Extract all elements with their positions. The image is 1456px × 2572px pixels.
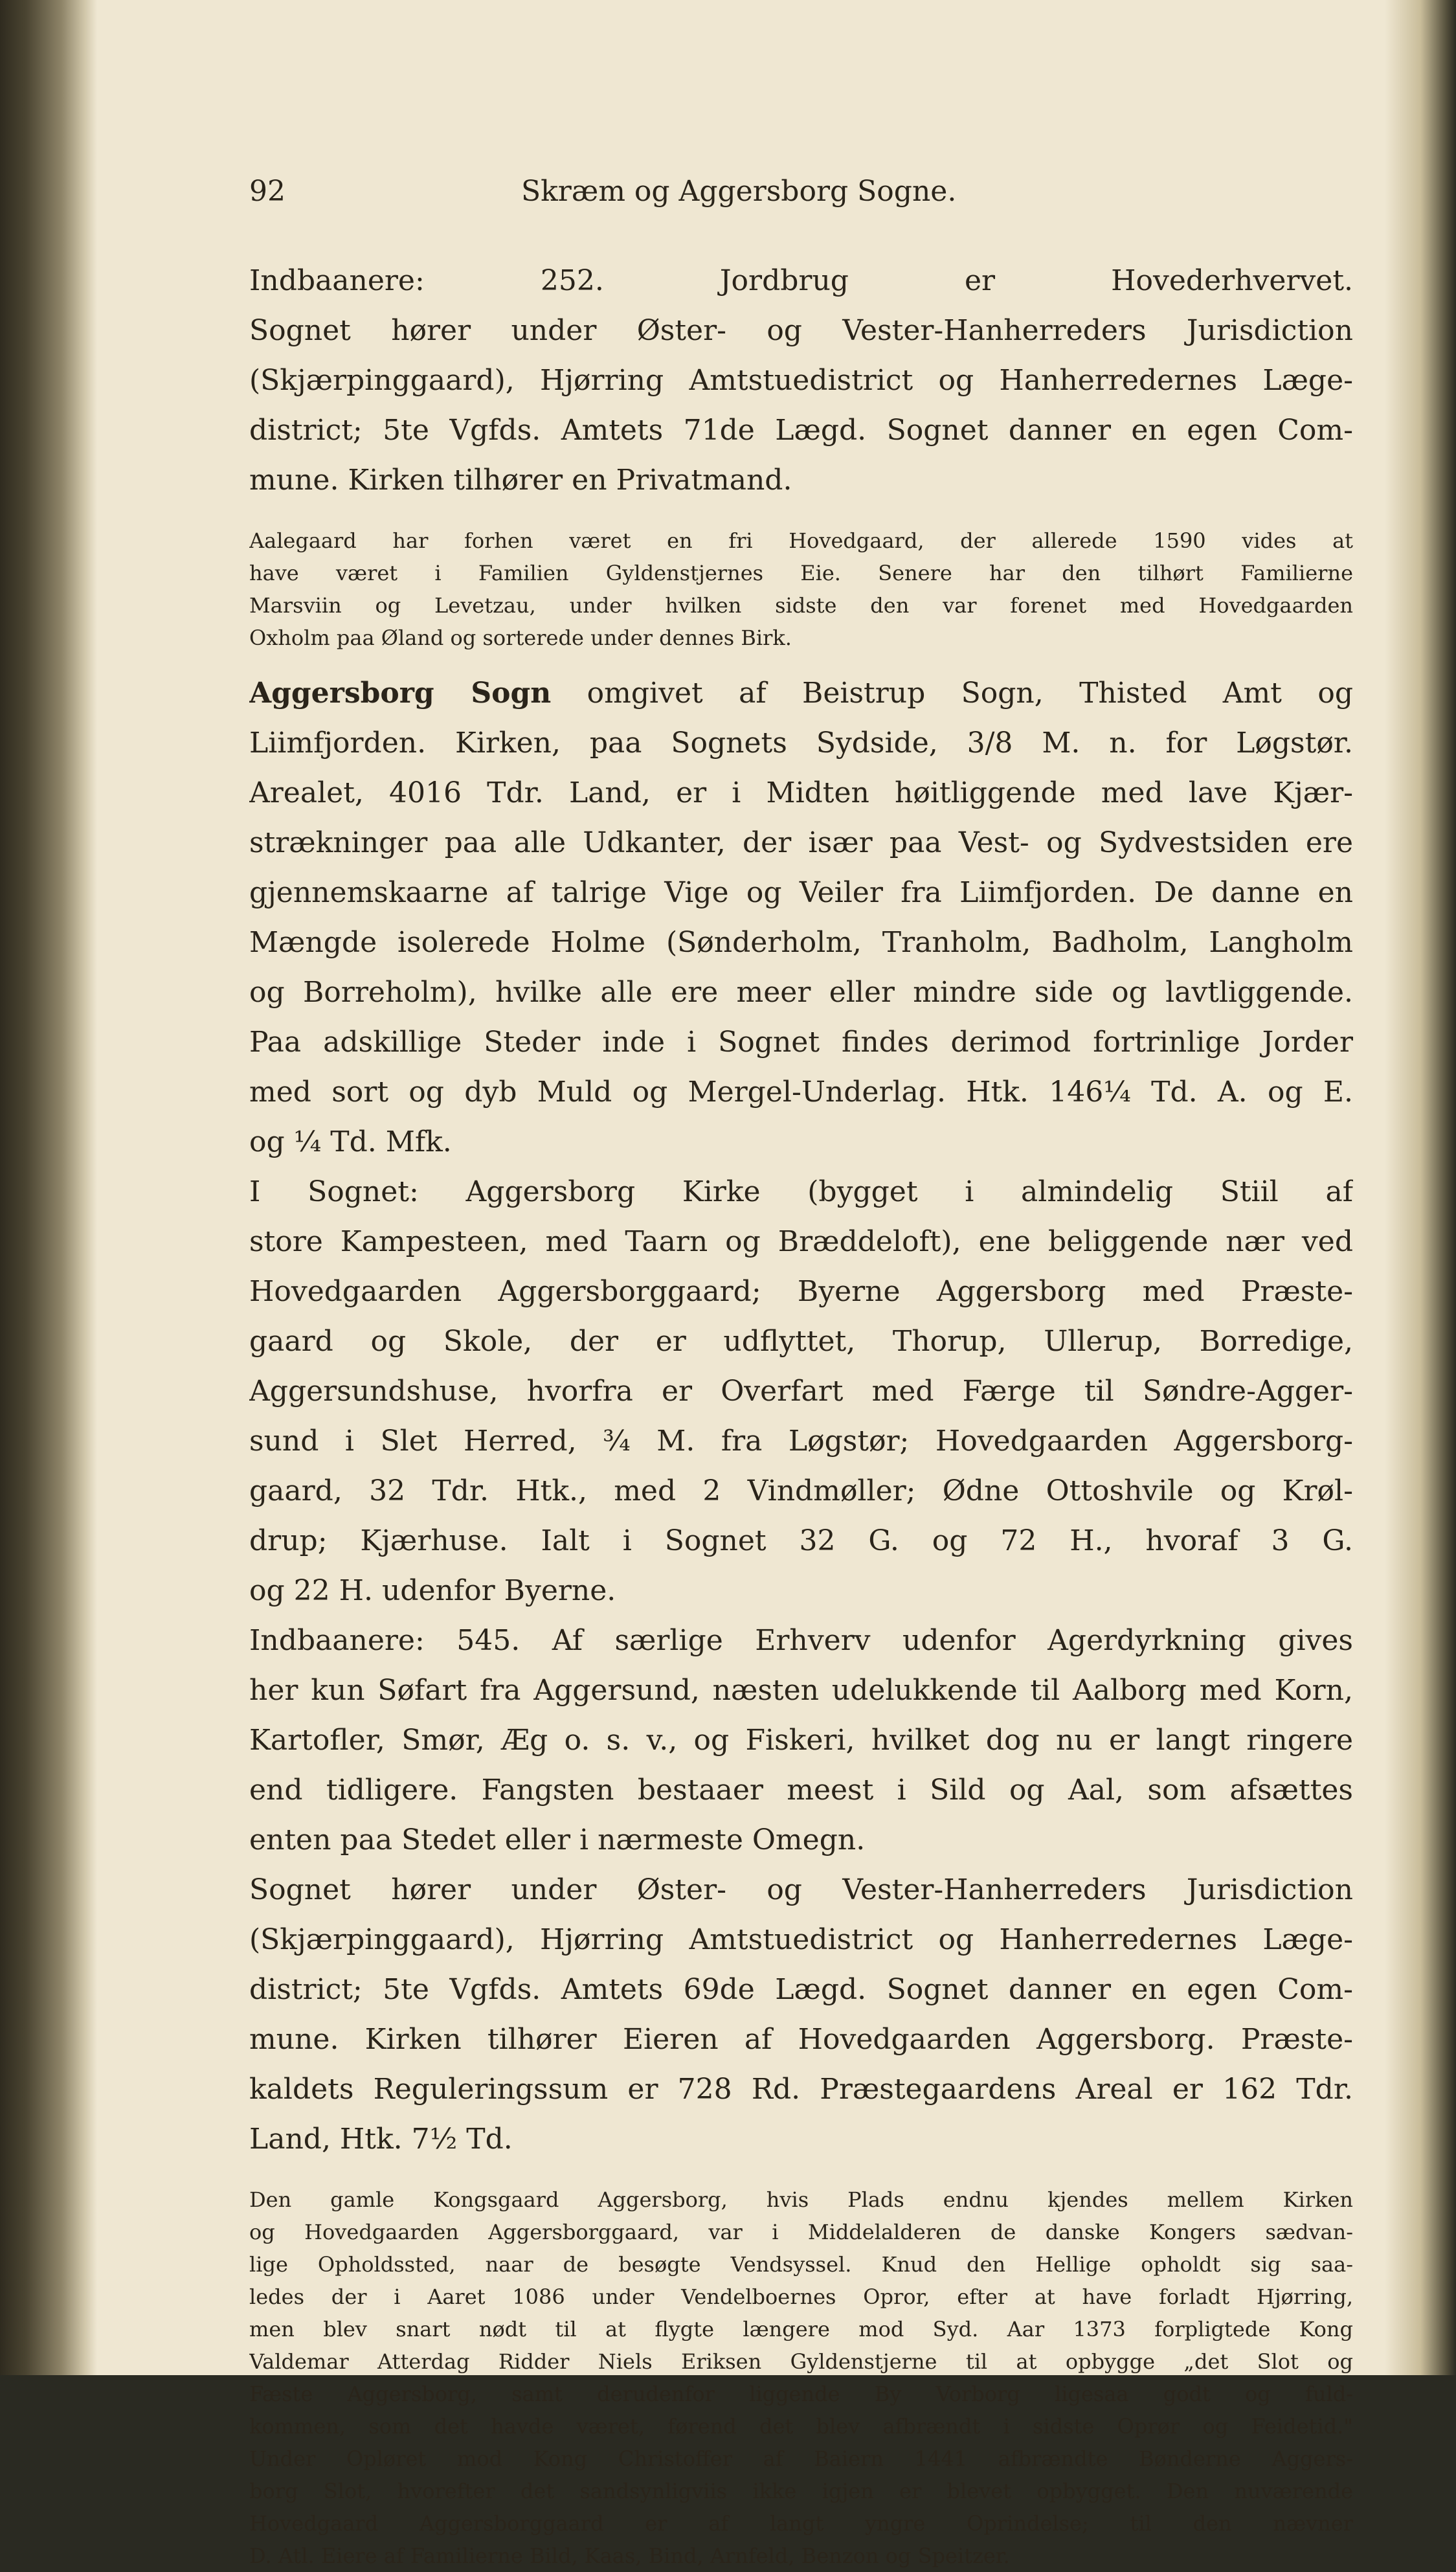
text-line: Liimfjorden. Kirken, paa Sognets Sydside, 3/8 M. n. for Løgstør.: [249, 727, 1353, 760]
text-line: drup; Kjærhuse. Ialt i Sognet 32 G. og 72 H., hvoraf 3 G.: [249, 1524, 1353, 1557]
text-line: mune. Kirken tilhører Eieren af Hovedgaarden Aggersborg. Præste-: [249, 2023, 1353, 2056]
note-line: kommen, som det havde været, førend det blev afbrændt i sidste Oprør og Feidetid.": [249, 2414, 1353, 2439]
note-line: Marsviin og Levetzau, under hvilken sidste den var forenet med Hovedgaarden: [249, 593, 1353, 618]
text-line: Aggersundshuse, hvorfra er Overfart med Færge til Søndre-Agger-: [249, 1375, 1353, 1408]
skraem-section: [249, 256, 1353, 505]
section-title-continuation: omgivet af Beistrup Sogn, Thisted Amt og: [551, 677, 1353, 710]
text-line: Arealet, 4016 Tdr. Land, er i Midten høitliggende med lave Kjær-: [249, 776, 1353, 809]
running-head: Skræm og Aggersborg Sogne.: [521, 175, 957, 208]
text-line: Sognet hører under Øster- og Vester-Hanherreders Jurisdiction: [249, 314, 1353, 347]
text-line: Indbaanere: 252. Jordbrug er Hovederhvervet.: [249, 264, 1353, 297]
text-line: og Borreholm), hvilke alle ere meer eller mindre side og lavtliggende.: [249, 976, 1353, 1009]
text-line: Hovedgaarden Aggersborggaard; Byerne Aggersborg med Præste-: [249, 1275, 1353, 1308]
page-edge-shadow: [1385, 0, 1456, 2375]
note-line: Hovedgaard Aggersborggaard er af langt yngre Oprindelse; til den nævner: [249, 2511, 1353, 2536]
text-line: strækninger paa alle Udkanter, der især paa Vest- og Sydvestsiden ere: [249, 826, 1353, 859]
text-line: her kun Søfart fra Aggersund, næsten udelukkende til Aalborg med Korn,: [249, 1674, 1353, 1707]
text-line: sund i Slet Herred, ¾ M. fra Løgstør; Hovedgaarden Aggersborg-: [249, 1425, 1353, 1458]
page-header: [249, 175, 1046, 220]
note-line: Oxholm paa Øland og sorterede under dennes Birk.: [249, 626, 792, 650]
section-heading-line: [249, 668, 1353, 718]
text-line: district; 5te Vgfds. Amtets 69de Lægd. Sognet danner en egen Com-: [249, 1973, 1353, 2006]
aggersborg-history-note: [249, 2183, 1353, 2572]
text-block: [249, 256, 1353, 2572]
aggersborg-section: [249, 668, 1353, 2164]
text-line: kaldets Reguleringssum er 728 Rd. Præstegaardens Areal er 162 Tdr.: [249, 2073, 1353, 2106]
section-title: Aggersborg Sogn: [249, 677, 552, 710]
text-line: og 22 H. udenfor Byerne.: [249, 1574, 616, 1607]
text-line: Mængde isolerede Holme (Sønderholm, Tranholm, Badholm, Langholm: [249, 926, 1353, 959]
text-line: district; 5te Vgfds. Amtets 71de Lægd. Sognet danner en egen Com-: [249, 414, 1353, 447]
text-line: I Sognet: Aggersborg Kirke (bygget i almindelig Stiil af: [249, 1175, 1353, 1208]
note-line: ledes der i Aaret 1086 under Vendelboernes Opror, efter at have forladt Hjørring,: [249, 2284, 1353, 2309]
note-line: D. Atl. Eiere af Familierne Bild, Kaas, Bind, Arnfeld, Benzon og Speitzer.: [249, 2544, 1010, 2568]
note-line: Under Opløret mod Kong Christoffer af Baiern 1441 afbrændte Bønderne Aggers-: [249, 2446, 1353, 2471]
text-line: Paa adskillige Steder inde i Sognet findes derimod fortrinlige Jorder: [249, 1026, 1353, 1059]
text-line: gaard og Skole, der er udflyttet, Thorup, Ullerup, Borredige,: [249, 1325, 1353, 1358]
text-line: enten paa Stedet eller i nærmeste Omegn.: [249, 1823, 866, 1856]
note-line: Den gamle Kongsgaard Aggersborg, hvis Plads endnu kjendes mellem Kirken: [249, 2187, 1353, 2212]
text-line: mune. Kirken tilhører en Privatmand.: [249, 464, 792, 497]
text-line: Indbaanere: 545. Af særlige Erhverv udenfor Agerdyrkning gives: [249, 1624, 1353, 1657]
text-line: Kartofler, Smør, Æg o. s. v., og Fiskeri, hvilket dog nu er langt ringere: [249, 1724, 1353, 1757]
note-line: have været i Familien Gyldenstjernes Eie. Senere har den tilhørt Familierne: [249, 561, 1353, 585]
page-number: 92: [249, 175, 286, 208]
text-line: gaard, 32 Tdr. Htk., med 2 Vindmøller; Ødne Ottoshvile og Krøl-: [249, 1474, 1353, 1507]
text-line: og ¼ Td. Mfk.: [249, 1125, 452, 1158]
note-line: lige Opholdssted, naar de besøgte Vendsyssel. Knud den Hellige opholdt sig saa-: [249, 2252, 1353, 2277]
note-line: men blev snart nødt til at flygte længere mod Syd. Aar 1373 forpligtede Kong: [249, 2317, 1353, 2341]
text-line: store Kampesteen, med Taarn og Bræddeloft), ene beliggende nær ved: [249, 1225, 1353, 1258]
note-line: Valdemar Atterdag Ridder Niels Eriksen Gyldenstjerne til at opbygge „det Slot og: [249, 2349, 1353, 2374]
text-line: (Skjærpinggaard), Hjørring Amtstuedistrict og Hanherredernes Læge-: [249, 364, 1353, 397]
book-binding-shadow: [0, 0, 97, 2375]
text-line: gjennemskaarne af talrige Vige og Veiler fra Liimfjorden. De danne en: [249, 876, 1353, 909]
note-line: og Hovedgaarden Aggersborggaard, var i Middelalderen de danske Kongers sædvan-: [249, 2220, 1353, 2244]
text-line: Sognet hører under Øster- og Vester-Hanherreders Jurisdiction: [249, 1873, 1353, 1906]
note-line: Aalegaard har forhen været en fri Hovedgaard, der allerede 1590 vides at: [249, 528, 1353, 553]
text-line: (Skjærpinggaard), Hjørring Amtstuedistrict og Hanherredernes Læge-: [249, 1923, 1353, 1956]
note-line: borg Slot, hvorefter det sandsynligviis ikke igjen er blevet opbygget. Den nuværende: [249, 2479, 1353, 2503]
aalegaard-note: [249, 525, 1353, 654]
text-line: Land, Htk. 7½ Td.: [249, 2123, 513, 2156]
note-line: Fæste Aggersborg, samt derudenfor liggende By Vorborg ligesaa godt og fuld-: [249, 2382, 1353, 2406]
text-line: end tidligere. Fangsten bestaaer meest i Sild og Aal, som afsættes: [249, 1774, 1353, 1807]
text-line: med sort og dyb Muld og Mergel-Underlag. Htk. 146¼ Td. A. og E.: [249, 1076, 1353, 1109]
